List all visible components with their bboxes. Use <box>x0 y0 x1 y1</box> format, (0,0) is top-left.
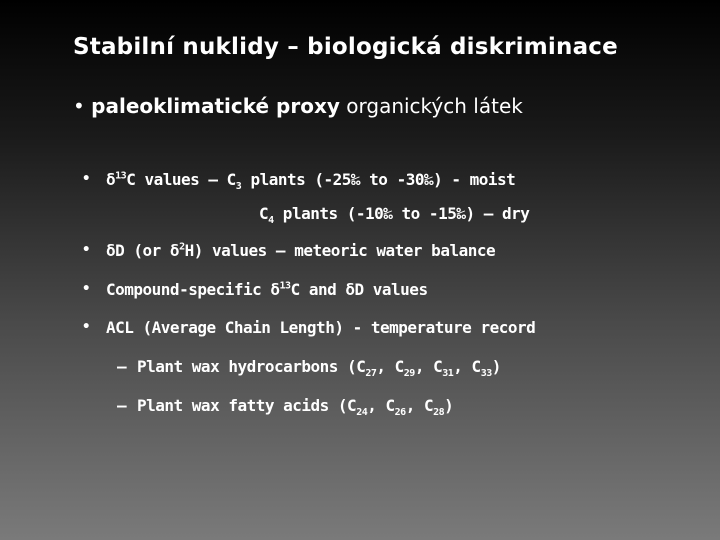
item-subscript: 29 <box>403 368 415 380</box>
item-text: , C <box>367 396 395 415</box>
item-text: C values – C <box>126 170 236 189</box>
item-subscript: 4 <box>268 215 274 227</box>
item-text: C and δD values <box>290 280 428 299</box>
item-text: ) <box>444 396 454 415</box>
subtitle-bold-text: paleoklimatické proxy <box>91 94 340 118</box>
bullet-icon: • <box>82 171 90 187</box>
list-item: ACL (Average Chain Length) - temperature record <box>106 318 536 337</box>
item-text: plants (-10‰ to -15‰) – dry <box>273 204 530 223</box>
item-text: Compound-specific δ <box>106 280 280 299</box>
item-subscript: 24 <box>356 407 368 419</box>
item-superscript: 13 <box>279 280 291 292</box>
list-item-continuation <box>259 204 530 227</box>
item-text: C <box>259 204 269 223</box>
item-superscript: 13 <box>115 170 127 182</box>
bullet-icon: • <box>82 281 90 297</box>
bullet-icon: • <box>82 319 90 335</box>
dash-icon: – <box>117 357 127 376</box>
item-subscript: 28 <box>433 407 445 419</box>
item-text: , C <box>405 396 434 415</box>
slide-subtitle <box>73 94 523 118</box>
item-superscript: 2 <box>179 241 185 253</box>
list-item <box>106 170 516 193</box>
item-subscript: 27 <box>365 368 377 380</box>
item-subscript: 26 <box>394 407 406 419</box>
item-text: δD (or δ <box>106 241 180 260</box>
item-text: , C <box>376 357 404 376</box>
item-text: δ <box>106 170 116 189</box>
item-subscript: 33 <box>480 368 492 380</box>
subtitle-bullet: • <box>73 94 85 118</box>
item-subscript: 31 <box>442 368 454 380</box>
sub-list-item <box>137 396 454 419</box>
item-text: , C <box>453 357 481 376</box>
list-item <box>106 280 428 299</box>
item-text: Plant wax hydrocarbons (C <box>137 357 366 376</box>
item-subscript: 3 <box>235 181 242 193</box>
item-text: Plant wax fatty acids (C <box>137 396 357 415</box>
item-text: H) values – meteoric water balance <box>184 241 496 260</box>
list-item <box>106 241 495 260</box>
sub-list-item <box>137 357 501 380</box>
slide-title: Stabilní nuklidy – biologická diskriminace <box>73 34 618 60</box>
item-text: plants (-25‰ to -30‰) - moist <box>241 170 516 189</box>
item-text: , C <box>414 357 443 376</box>
item-text: ) <box>491 357 501 376</box>
subtitle-normal-text: organických látek <box>339 94 523 118</box>
bullet-icon: • <box>82 242 90 258</box>
dash-icon: – <box>117 396 127 415</box>
